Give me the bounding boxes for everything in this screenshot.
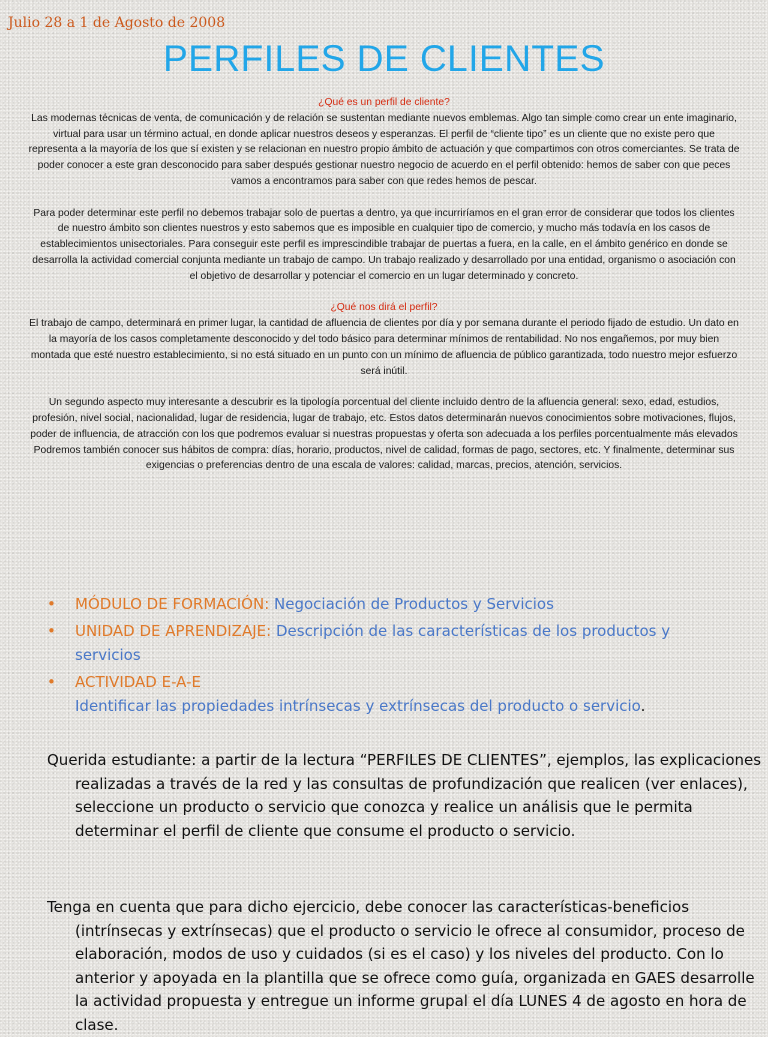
article-paragraph: El trabajo de campo, determinará en primer lugar, la cantidad de afluencia de clientes por día y por semana durante el periodo fijado de estudio. Un dato en la mayoría de los casos completamente desconocido y del todo básico para determinar mínimos de rentabilidad. No nos engañemos, por muy bien montada que esté nuestro establecimiento, si no está situado en un punto con un mínimo de afluencia de público garantizada, todo nuestro mejor esfuerzo será inútil. (29, 318, 739, 377)
instruction-paragraph: Tenga en cuenta que para dicho ejercicio, debe conocer las características-beneficios (intrínsecas y extrínsecas) que el producto o servicio le ofrece al consumidor, proceso de elaboración, modos de uso y cuidados (si es el caso) y los niveles del producto. Con lo anterior y apoyada en la plantilla que se ofrece como guía, organizada en GAES desarrolle la actividad propuesta y entregue un informe grupal el día LUNES 4 de agosto en hora de clase. (47, 898, 755, 1034)
article-paragraph: Podremos también conocer sus hábitos de compra: días, horario, productos, nivel de calidad, formas de pago, sectores, etc. Y finalmente, determinar sus exigencias o preferencias dentro de una escala de valores: calidad, marcas, precios, atención, servicios. (33, 444, 735, 472)
activity-value: Identificar las propiedades intrínsecas y extrínsecas del producto o servicio (75, 697, 641, 715)
module-value: Negociación de Productos y Servicios (274, 595, 554, 613)
list-item (45, 619, 735, 667)
unit-value: Descripción de las características de los productos y servicios (75, 622, 671, 664)
article-paragraph: Las modernas técnicas de venta, de comunicación y de relación se sustentan mediante nuevos emblemas. Algo tan simple como crear un ente imaginario, virtual para usar un término actual, en donde aplicar nuestros deseos y esperanzas. El perfil de “cliente tipo” es un cliente que no existe pero que representa a la mayoría de los que sí existen y se relacionan en nuestro propio ámbito de actuación y que compartimos con otros comerciantes. Se trata de poder conocer a este gran desconocido para saber después gestionar nuestro negocio de acuerdo en el perfil obtenido: hemos de saber con que peces vamos a encontramos para saber con que redes hemos de pescar. (28, 112, 740, 187)
list-item (45, 592, 735, 616)
question-heading: ¿Qué nos dirá el perfil? (330, 302, 438, 314)
module-label: MÓDULO DE FORMACIÓN: (75, 595, 270, 613)
document-date: Julio 28 a 1 de Agosto de 2008 (8, 15, 226, 31)
instruction-paragraph: Querida estudiante: a partir de la lectura “PERFILES DE CLIENTES”, ejemplos, las explicaciones realizadas a través de la red y las consultas de profundización que realicen (ver enlaces), seleccione un producto o servicio que conozca y realice un análisis que le permita determinar el perfil de cliente que consume el producto o servicio. (47, 751, 762, 840)
question-heading: ¿Qué es un perfil de cliente? (318, 97, 450, 108)
article-paragraph: Para poder determinar este perfil no debemos trabajar solo de puertas a dentro, ya que incurriríamos en el gran error de considerar que todos los clientes de nuestro ámbito son clientes nuestros y esto sabemos que es imposible en cualquier tipo de comercio, y mucho más todavía en los casos de establecimientos unisectoriales. Para conseguir este perfil es imprescindible trabajar de puertas a fuera, en la calle, en el ámbito genérico en donde se desarrolla la actividad comercial conjunta mediante un trabajo de campo. Un trabajo realizado y desarrollado por una entidad, organismo o asociación con el objetivo de desarrollar y potenciar el comercio en un lugar determinado y concreto. (32, 207, 736, 282)
activity-label: ACTIVIDAD E-A-E (75, 673, 201, 691)
article-paragraph: Un segundo aspecto muy interesante a descubrir es la tipología porcentual del cliente incluido dentro de la afluencia general: sexo, edad, estudios, profesión, nivel social, nacionalidad, lugar de residencia, lugar de trabajo, etc. Estos datos determinarán nuevos conocimientos sobre motivaciones, flujos, poder de influencia, de atracción con los que podremos evaluar si nuestras propuestas y oferta son adecuada a los perfiles porcentualmente más elevados (30, 397, 738, 440)
bullet-icon: • (47, 622, 56, 640)
unit-label: UNIDAD DE APRENDIZAJE: (75, 622, 272, 640)
bullet-icon: • (47, 673, 56, 691)
list-item (45, 670, 735, 718)
activity-info-list (45, 592, 735, 721)
bullet-icon: • (47, 595, 56, 613)
activity-period: . (640, 697, 646, 715)
article-body (28, 95, 740, 474)
page-title: PERFILES DE CLIENTES (163, 38, 605, 79)
